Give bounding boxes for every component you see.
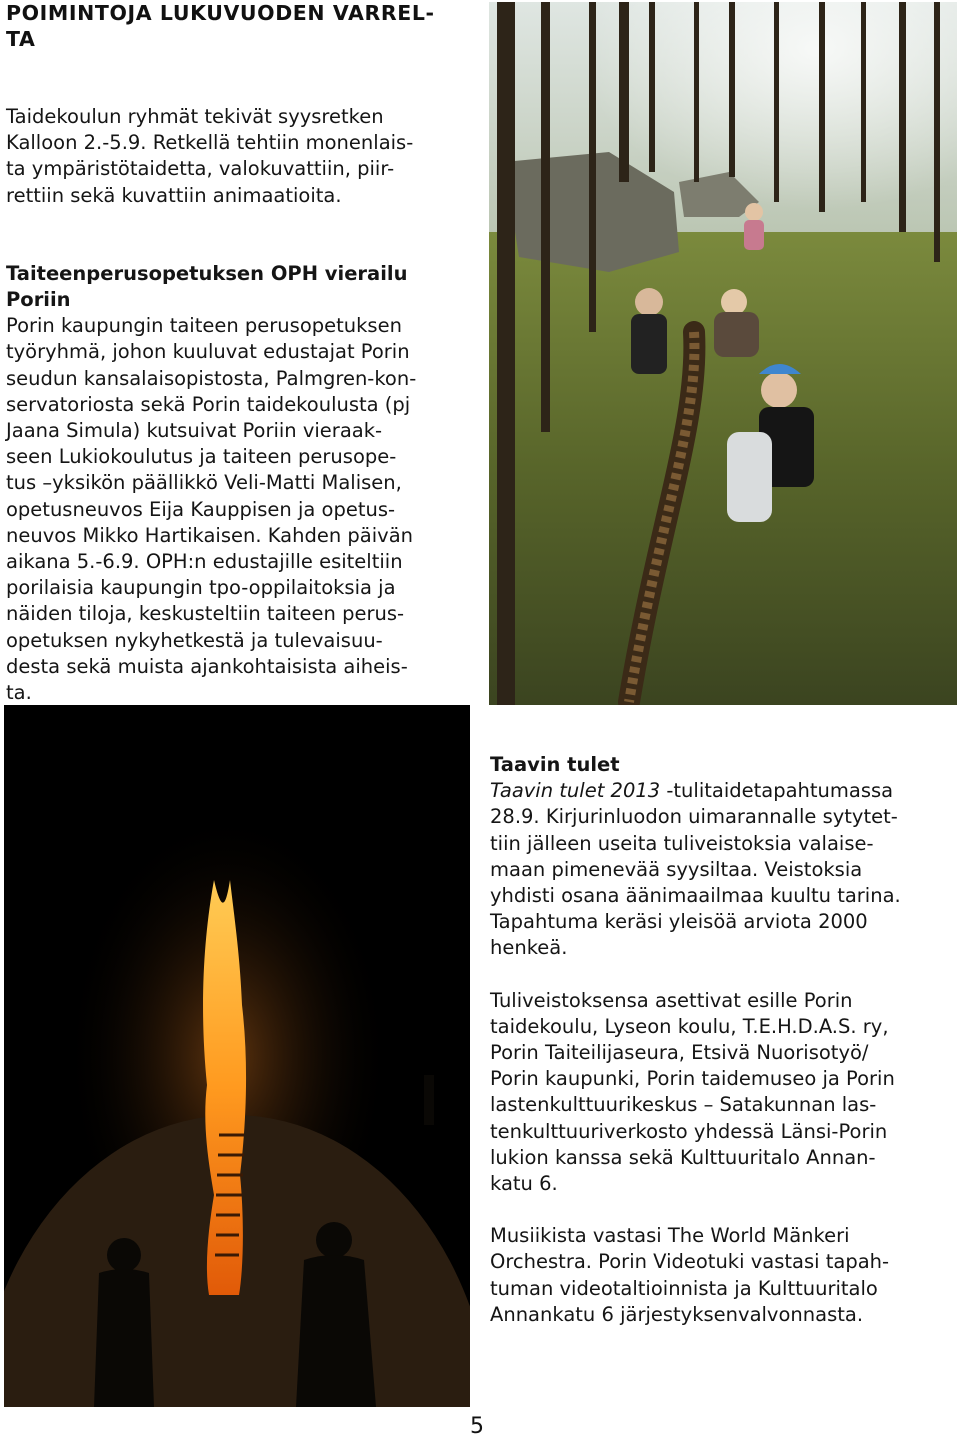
text-line: tus –yksikön päällikkö Veli-Matti Malisen, (6, 471, 402, 495)
forest-scene-image (489, 2, 957, 705)
text-line: seudun kansalaisopistosta, Palmgren-kon- (6, 366, 417, 390)
fire-sculpture-photo (4, 705, 470, 1407)
text-line: aikana 5.-6.9. OPH:n edustajille esiteltiin (6, 550, 403, 574)
taavi-section (490, 752, 960, 962)
text-line: Porin kaupunki, Porin taidemuseo ja Porin (490, 1067, 895, 1091)
text-line: tuman videotaltioinnista ja Kulttuuritalo (490, 1276, 878, 1300)
heading-line: TA (6, 27, 36, 51)
text-line: servatoriosta sekä Porin taidekoulusta (pj (6, 392, 411, 416)
text-line: ta. (6, 681, 32, 705)
text-line: Jaana Simula) kutsuivat Poriin vieraak- (6, 419, 383, 443)
text-line: lastenkulttuurikeskus – Satakunnan las- (490, 1093, 877, 1117)
text-line: Porin Taiteilijaseura, Etsivä Nuorisotyö/ (490, 1041, 869, 1065)
text-line: Porin kaupungin taiteen perusopetuksen (6, 314, 402, 338)
text-line: tiin jälleen useita tuliveistoksia valaise- (490, 831, 874, 855)
page-heading (6, 0, 435, 52)
forest-photo (489, 2, 957, 705)
text-line: porilaisia kaupungin tpo-oppilaitoksia ja (6, 576, 396, 600)
oph-section (6, 261, 476, 706)
text-line: Musiikista vastasi The World Mänkeri (490, 1224, 850, 1248)
text-line: seen Lukiokoulutus ja taiteen perusope- (6, 445, 397, 469)
text-line: neuvos Mikko Hartikaisen. Kahden päivän (6, 523, 414, 547)
text-line: rettiin sekä kuvattiin animaatioita. (6, 183, 342, 207)
fire-scene-image (4, 705, 470, 1407)
taavi-heading: Taavin tulet (490, 753, 620, 776)
text-line: Taidekoulun ryhmät tekivät syysretken (6, 105, 384, 128)
text-line: näiden tiloja, keskusteltiin taiteen perus- (6, 602, 405, 626)
event-name: Taavin tulet 2013 (490, 779, 661, 803)
right-column-text (490, 752, 960, 1328)
text-line: Orchestra. Porin Videotuki vastasi tapah- (490, 1250, 890, 1274)
text-line: lukion kanssa sekä Kulttuuritalo Annan- (490, 1145, 876, 1169)
text-line (490, 778, 960, 804)
page-number: 5 (470, 1414, 484, 1439)
participants-paragraph (490, 988, 960, 1198)
text-line: maan pimenevää syysiltaa. Veistoksia (490, 857, 863, 881)
text-line: ta ympäristötaidetta, valokuvattiin, piir- (6, 157, 395, 181)
text-line: Kalloon 2.-5.9. Retkellä tehtiin monenlais- (6, 131, 414, 155)
oph-heading-line: Taiteenperusopetuksen OPH vierailu (6, 261, 408, 285)
text-line: opetuksen nykyhetkestä ja tulevaisuu- (6, 628, 383, 652)
text-line: taidekoulu, Lyseon koulu, T.E.H.D.A.S. ry, (490, 1014, 889, 1038)
text-line: 28.9. Kirjurinluodon uimarannalle sytytet- (490, 805, 898, 829)
text-line: Tuliveistoksensa asettivat esille Porin (490, 988, 853, 1012)
text-line: henkeä. (490, 936, 568, 960)
event-name-suffix: -tulitaidetapahtumassa (660, 779, 894, 803)
text-line: tenkulttuuriverkosto yhdessä Länsi-Porin (490, 1119, 888, 1143)
heading-line: POIMINTOJA LUKUVUODEN VARREL- (6, 1, 435, 25)
text-line: yhdisti osana äänimaailmaa kuultu tarina. (490, 884, 901, 908)
intro-paragraph (6, 104, 476, 209)
text-line: Annankatu 6 järjestyksenvalvonnasta. (490, 1302, 864, 1326)
text-line: katu 6. (490, 1172, 558, 1196)
text-line: opetusneuvos Eija Kauppisen ja opetus- (6, 497, 396, 521)
text-line: työryhmä, johon kuuluvat edustajat Porin (6, 340, 410, 364)
text-line: Tapahtuma keräsi yleisöä arviota 2000 (490, 910, 868, 934)
music-paragraph (490, 1223, 960, 1328)
left-column-text (6, 104, 476, 706)
text-line: desta sekä muista ajankohtaisista aiheis- (6, 654, 408, 678)
oph-heading-line: Poriin (6, 288, 71, 312)
